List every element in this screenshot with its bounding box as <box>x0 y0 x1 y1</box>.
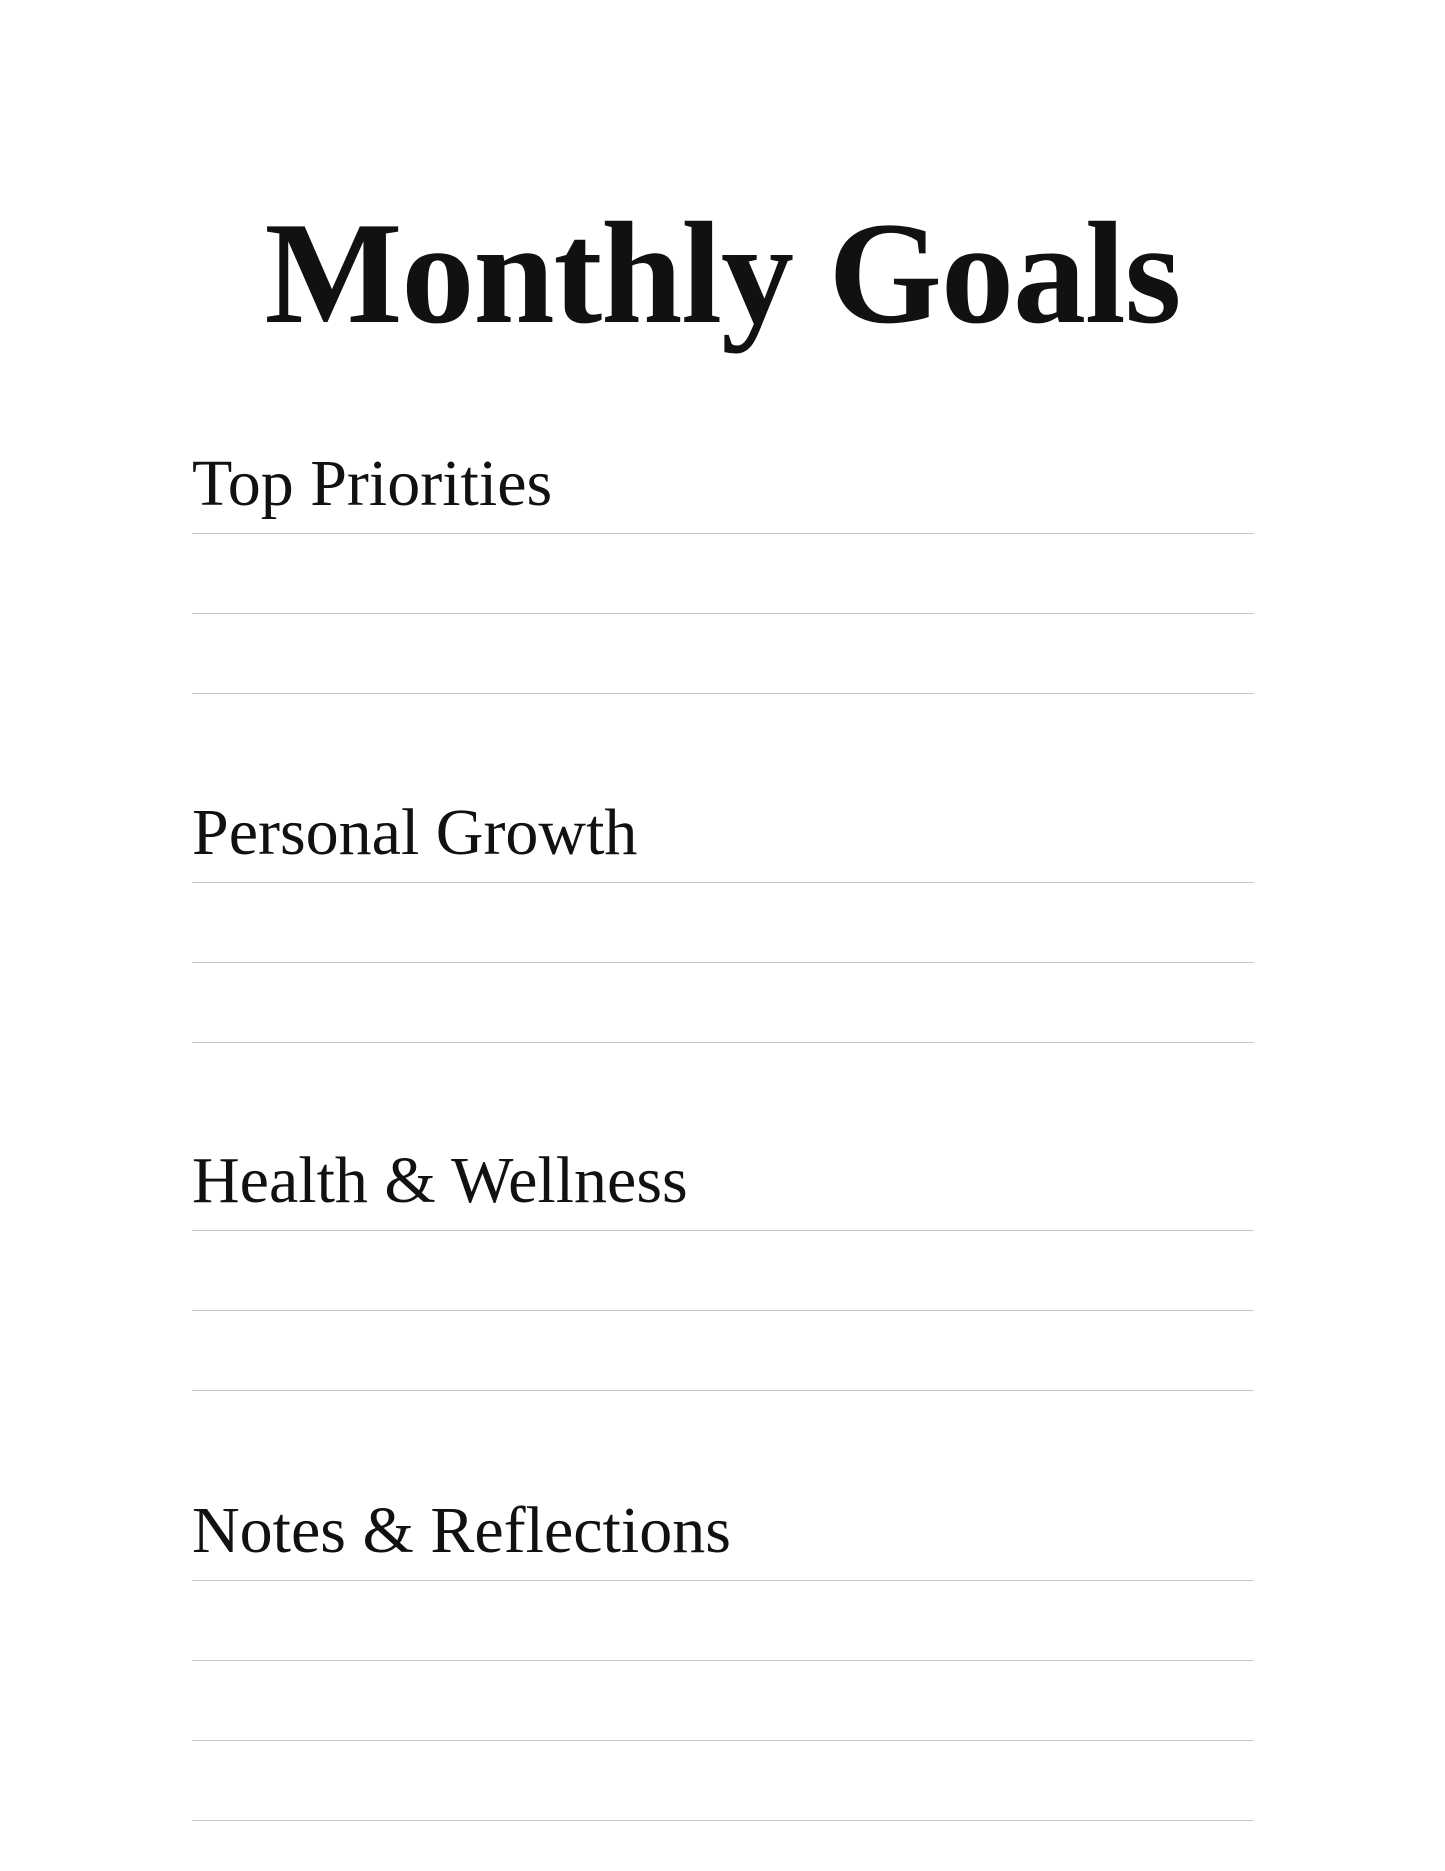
section-top-priorities <box>192 447 1254 694</box>
writing-line[interactable] <box>192 1390 1254 1391</box>
section-health-wellness <box>192 1144 1254 1391</box>
writing-line[interactable] <box>192 613 1254 614</box>
writing-line[interactable] <box>192 1230 1254 1231</box>
page-title: Monthly Goals <box>264 192 1181 354</box>
writing-line[interactable] <box>192 1580 1254 1581</box>
writing-line[interactable] <box>192 1310 1254 1311</box>
writing-line[interactable] <box>192 693 1254 694</box>
writing-line[interactable] <box>192 962 1254 963</box>
writing-line[interactable] <box>192 1820 1254 1821</box>
section-heading: Top Priorities <box>192 447 553 520</box>
section-notes-reflections <box>192 1494 1254 1821</box>
section-personal-growth <box>192 796 1254 1043</box>
section-heading: Health & Wellness <box>192 1144 688 1217</box>
writing-line[interactable] <box>192 533 1254 534</box>
writing-line[interactable] <box>192 1660 1254 1661</box>
writing-line[interactable] <box>192 1042 1254 1043</box>
section-heading: Notes & Reflections <box>192 1494 731 1567</box>
writing-line[interactable] <box>192 882 1254 883</box>
writing-line[interactable] <box>192 1740 1254 1741</box>
section-heading: Personal Growth <box>192 796 638 869</box>
